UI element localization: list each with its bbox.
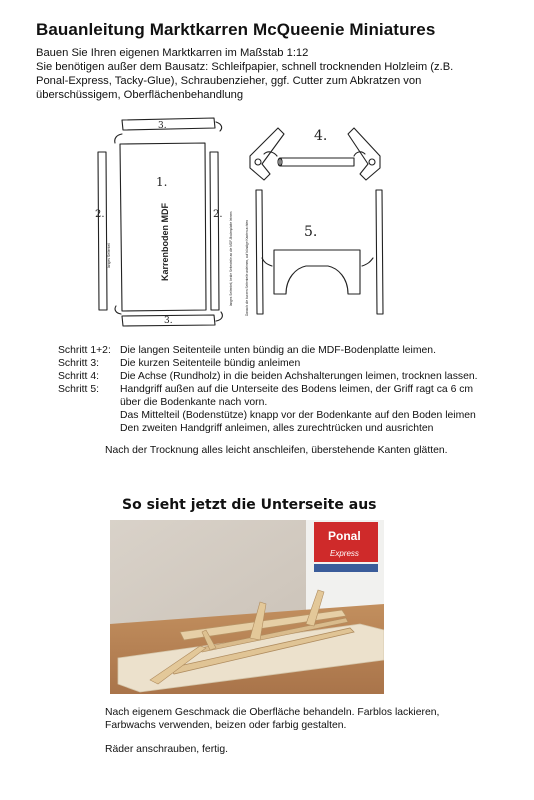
glue-stripe [314,564,378,572]
label-3-bottom: 3. [164,316,173,326]
label-4: 4. [314,128,328,144]
step-continuation: über die Bodenkante nach vorn. [120,397,268,408]
step-label: Schritt 5: [58,384,99,395]
axle-hole-right [369,159,375,165]
finish-note: Nach der Trocknung alles leicht anschleifen, überstehende Kanten glätten. [105,445,448,456]
intro-text [36,46,506,102]
step-row [58,357,478,370]
step-text: Die kurzen Seitenteile bündig anleimen [120,358,301,369]
long-side-right [210,152,219,310]
label-2-left: 2. [95,209,105,220]
glue-product: Express [330,549,359,558]
step-text: Die Achse (Rundholz) in die beiden Achshalterungen leimen, trocknen lassen. [120,371,478,382]
page-title: Bauanleitung Marktkarren McQueenie Miniatures [36,20,436,39]
label-long-side: langes Seitenteil [107,243,111,268]
handle-right [376,190,383,314]
intro-line: Ponal-Express, Tacky-Glue), Schraubenzieher, ggf. Cutter zum Abkratzen von [36,75,422,87]
step-label: Schritt 3: [58,358,99,369]
step-label: Schritt 4: [58,371,99,382]
outro-text [105,706,439,732]
label-handle-note: Danach die kurzen Seitenteile anleimen, auf bündige Kanten achten [245,219,249,316]
long-side-left [98,152,107,310]
step-row [58,383,478,396]
step-continuation: Das Mittelteil (Bodenstütze) knapp vor der Bodenkante auf den Boden leimen [120,410,476,421]
label-long-side-note: langes Seitenteil, beide Seitenteile an die MDF-Bodenplatte leimen [229,211,233,306]
arrow-support-right [362,258,373,266]
label-board: Karrenboden MDF [160,202,170,281]
assembly-sketch [92,116,392,334]
step-text: Handgriff außen auf die Unterseite des Bodens leimen, der Griff ragt ca 6 cm [120,384,474,395]
glue-brand: Ponal [328,529,361,543]
step-label: Schritt 1+2: [58,345,111,356]
arrow-axle-right [354,152,365,156]
final-note: Räder anschrauben, fertig. [105,744,229,755]
step-continuation: Den zweiten Handgriff anleimen, alles zurechtrücken und ausrichten [120,423,434,434]
axle-rod [280,158,354,166]
arrow-top-left [115,134,122,143]
intro-line: Sie benötigen außer dem Bausatz: Schleifpapier, schnell trocknenden Holzleim (z.B. [36,61,454,73]
step-row [58,370,478,383]
label-2-right: 2. [213,209,223,220]
arrow-bottom-left [115,306,121,314]
intro-line: Bauen Sie Ihren eigenen Marktkarren im Maßstab 1:12 [36,47,309,59]
label-1: 1. [156,175,168,189]
short-side-top [122,118,215,130]
arrow-top-right [216,122,222,131]
axle-holder-left [250,128,284,180]
axle-holder-right [348,128,380,180]
photo-title: So sieht jetzt die Unterseite aus [122,497,377,513]
axle-hole-left [255,159,261,165]
arrow-bottom-right [216,312,222,321]
arrow-support-left [262,258,272,266]
step-text: Die langen Seitenteile unten bündig an die MDF-Bodenplatte leimen. [120,345,436,356]
step-row [58,344,478,357]
outro-line: Nach eigenem Geschmack die Oberfläche behandeln. Farblos lackieren, [105,707,440,718]
steps-list [58,344,478,435]
result-photo [110,520,384,694]
middle-support [274,250,360,294]
handle-left [256,190,263,314]
arrow-axle-left [264,152,277,156]
label-5: 5. [304,224,318,240]
intro-line: überschüssigem, Oberflächenbehandlung [36,89,244,101]
label-3-top: 3. [158,121,167,131]
outro-line: Farbwachs verwenden, beizen oder farbig gestalten. [105,720,347,731]
